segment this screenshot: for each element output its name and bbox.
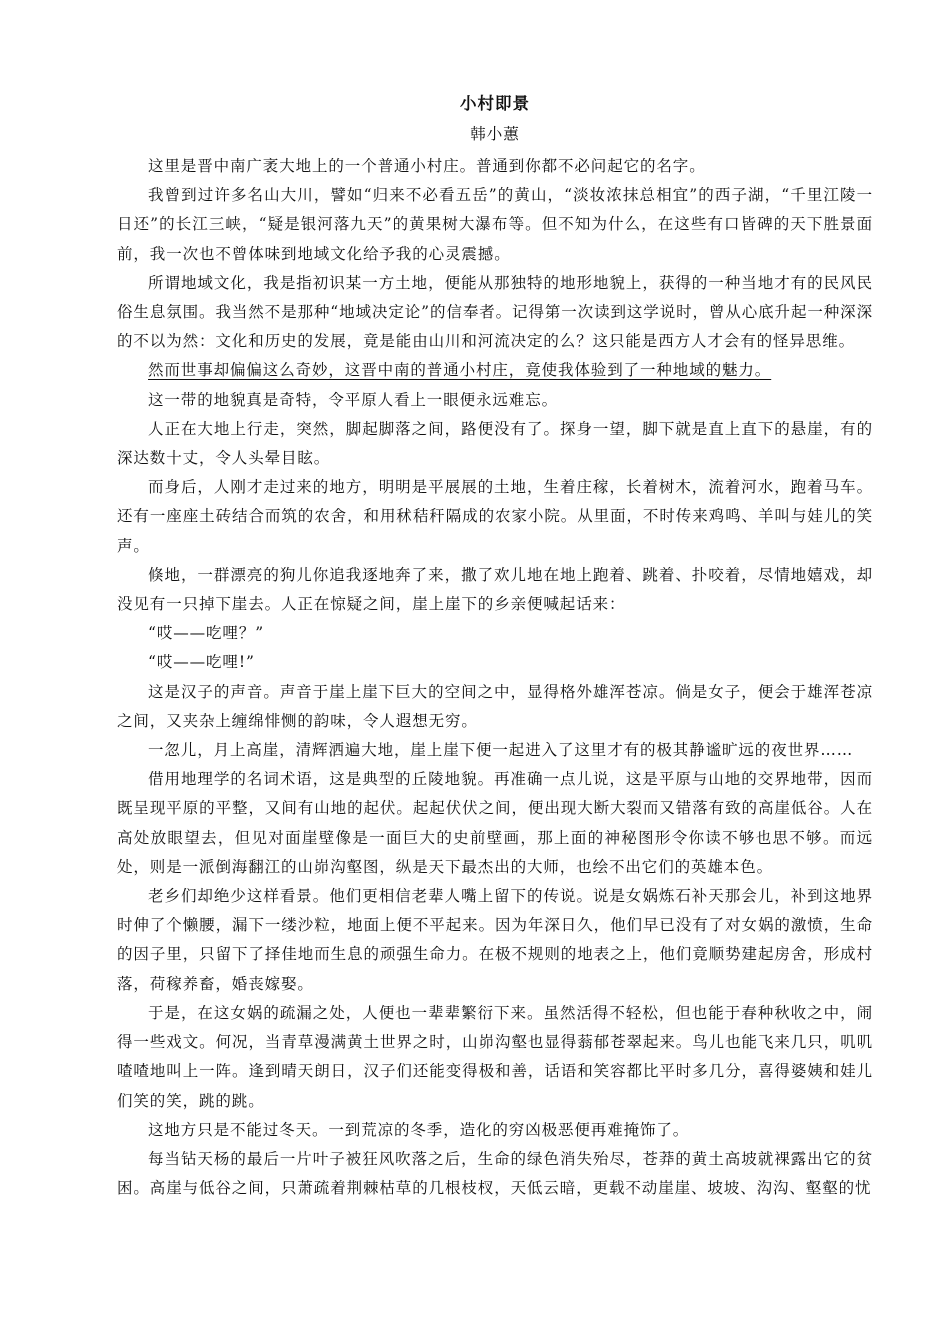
paragraph: 我曾到过许多名山大川，譬如“归来不必看五岳”的黄山，“淡妆浓抹总相宜”的西子湖，“千里江陵一日还”的长江三峡，“疑是银河落九天”的黄果树大瀑布等。但不知为什么，在这些有口皆碑的天下胜景面前，我一次也不曾体味到地域文化给予我的心灵震撼。 [117,186,873,263]
article-title: 小村即景 [460,94,530,113]
dialogue-line: “哎——吃哩!” [148,653,255,672]
paragraph: 这里是晋中南广袤大地上的一个普通小村庄。普通到你都不必问起它的名字。 [148,157,706,175]
dialogue-line: “哎——吃哩？” [148,624,265,643]
paragraph: 借用地理学的名词术语，这是典型的丘陵地貌。再准确一点儿说，这是平原与山地的交界地带，因而既呈现平原的平整，又间有山地的起伏。起起伏伏之间，便出现大断大裂而又错落有致的高崖低谷。人在高处放眼望去，但见对面崖壁像是一面巨大的史前壁画，那上面的神秘图形令你读不够也思不够。而远处，则是一派倒海翻江的山峁沟壑图，纵是天下最杰出的大师，也绘不出它们的英雄本色。 [117,770,873,876]
document-page [117,92,873,1203]
paragraph: 于是，在这女娲的疏漏之处，人便也一辈辈繁衍下来。虽然活得不轻松，但也能于春种秋收之中，闹得一些戏文。何况，当青草漫满黄土世界之时，山峁沟壑也显得蓊郁苍翠起来。鸟儿也能飞来几只，叽叽喳喳地叫上一阵。逢到晴天朗日，汉子们还能变得极和善，话语和笑容都比平时多几分，喜得婆姨和娃儿们笑的笑，跳的跳。 [117,1003,873,1110]
paragraph: 而身后，人刚才走过来的地方，明明是平展展的土地，生着庄稼，长着树木，流着河水，跑着马车。还有一座座土砖结合而筑的农舍，和用秫秸秆隔成的农家小院。从里面，不时传来鸡鸣、羊叫与娃儿的笑声。 [117,478,873,555]
paragraph: 这一带的地貌真是奇特，令平原人看上一眼便永远难忘。 [148,390,559,409]
article-author: 韩小蕙 [470,125,520,143]
underlined-sentence: 然而世事却偏偏这么奇妙，这晋中南的普通小村庄，竟使我体验到了一种地域的魅力。 [148,361,772,380]
paragraph: 每当钻天杨的最后一片叶子被狂风吹落之后，生命的绿色消失殆尽，苍莽的黄土高坡就裸露出它的贫困。高崖与低谷之间，只萧疏着荆棘枯草的几根枝杈，天低云暗，更载不动崖崖、坡坡、沟沟、壑壑的忧 [117,1149,873,1198]
paragraph: 所谓地域文化，我是指初识某一方土地，便能从那独特的地形地貌上，获得的一种当地才有的民风民俗生息氛围。我当然不是那种“地域决定论”的信奉者。记得第一次读到这学说时，曾从心底升起一种深深的不以为然：文化和历史的发展，竟是能由山川和河流决定的么？这只能是西方人才会有的怪异思维。 [117,273,873,351]
underlined-paragraph [117,356,873,385]
paragraph: 倏地，一群漂亮的狗儿你追我逐地奔了来，撒了欢儿地在地上跑着、跳着、扑咬着，尽情地嬉戏，却没见有一只掉下崖去。人正在惊疑之间，崖上崖下的乡亲便喊起话来： [117,565,873,614]
paragraph: 一忽儿，月上高崖，清辉洒遍大地，崖上崖下便一起进入了这里才有的极其静谧旷远的夜世界…… [148,741,854,760]
paragraph: 人正在大地上行走，突然，脚起脚落之间，路便没有了。探身一望，脚下就是直上直下的悬崖，有的深达数十丈，令人头晕目眩。 [117,419,873,468]
paragraph: 这地方只是不能过冬天。一到荒凉的冬季，造化的穷凶极恶便再难掩饰了。 [148,1120,690,1139]
paragraph: 老乡们却绝少这样看景。他们更相信老辈人嘴上留下的传说。说是女娲炼石补天那会儿，补到这地界时伸了个懒腰，漏下一缕沙粒，地面上便不平起来。因为年深日久，他们早已没有了对女娲的激愤，生命的因子里，只留下了择佳地而生息的顽强生命力。在极不规则的地表之上，他们竟顺势建起房舍，形成村落，荷稼养畜，婚丧嫁娶。 [117,887,873,993]
paragraph: 这是汉子的声音。声音于崖上崖下巨大的空间之中，显得格外雄浑苍凉。倘是女子，便会于雄浑苍凉之间，又夹杂上缠绵悱恻的韵味，令人遐想无穷。 [117,682,873,730]
